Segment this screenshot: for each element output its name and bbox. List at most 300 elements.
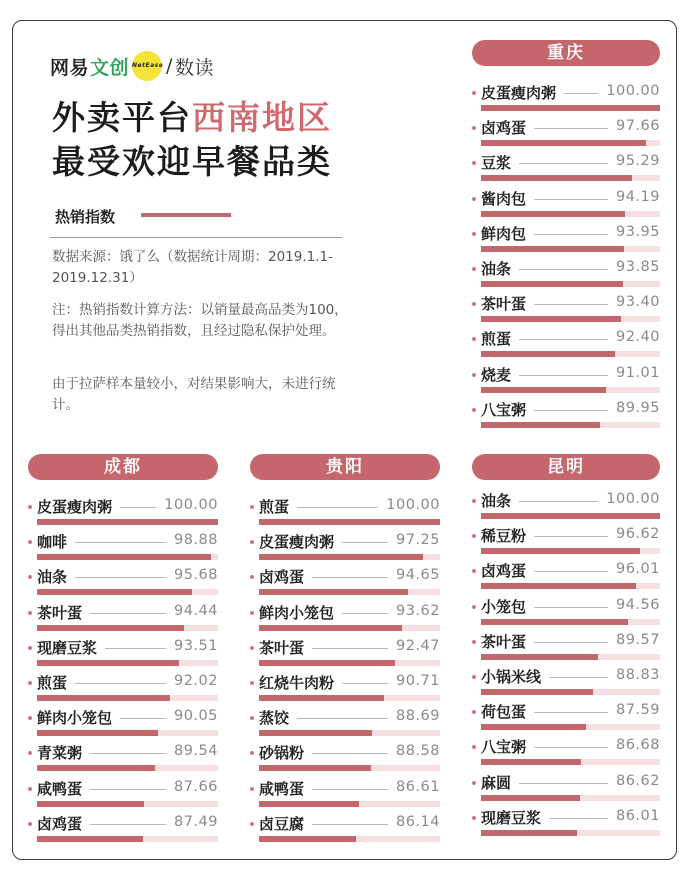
bar-row — [250, 705, 440, 740]
bullet-dot — [28, 540, 32, 544]
bar — [481, 246, 624, 252]
category-label: 咸鸭蛋 — [259, 779, 305, 798]
bar — [481, 724, 586, 730]
bar-track — [37, 695, 218, 701]
bar-row — [28, 529, 218, 564]
value-label: 93.85 — [615, 259, 660, 275]
brand-sub: 数读 — [174, 56, 214, 79]
value-label: 94.56 — [615, 596, 660, 613]
value-label: 90.71 — [395, 673, 440, 689]
category-label: 稀豆粉 — [481, 527, 527, 546]
category-label: 麻圆 — [481, 773, 512, 792]
bar-track — [259, 554, 440, 560]
bar-row — [250, 811, 440, 846]
bullet-dot — [28, 751, 32, 755]
value-label: 88.58 — [395, 743, 440, 760]
bullet-dot — [472, 337, 476, 341]
bullet-dot — [472, 534, 476, 538]
leader-line — [519, 163, 608, 164]
value-label: 92.40 — [615, 329, 660, 346]
bar — [481, 105, 660, 111]
bar — [481, 759, 581, 765]
index-legend-bar — [141, 213, 231, 217]
bar — [481, 795, 580, 801]
bullet-dot — [472, 91, 476, 95]
bar-track — [481, 654, 660, 660]
value-label: 95.29 — [615, 153, 660, 170]
bar — [37, 801, 144, 807]
bar — [37, 836, 143, 842]
bullet-dot — [250, 681, 254, 685]
leader-line — [342, 542, 388, 543]
bullet-dot — [28, 505, 32, 509]
panel-header-chengdu: 成都 — [28, 454, 218, 480]
bar — [481, 619, 628, 625]
bar — [481, 387, 606, 393]
title-line1-accent: 西南地区 — [192, 98, 332, 137]
bar-track — [259, 801, 440, 807]
leader-line — [534, 410, 608, 411]
bar-track — [259, 519, 440, 525]
bar-row — [28, 705, 218, 740]
bar-track — [481, 422, 660, 428]
bar-track — [37, 730, 218, 736]
bar-row — [28, 635, 218, 670]
bullet-dot — [472, 302, 476, 306]
bar — [37, 695, 170, 701]
value-label: 96.01 — [615, 561, 660, 578]
bar — [259, 836, 356, 842]
bullet-dot — [28, 681, 32, 685]
leader-line — [534, 536, 608, 537]
brand-name-a: 网易 — [50, 56, 90, 79]
leader-line — [519, 501, 598, 502]
leader-line — [312, 789, 388, 790]
bar-row — [472, 664, 660, 699]
bullet-dot — [28, 611, 32, 615]
bar — [259, 660, 395, 666]
bar-row — [472, 221, 660, 256]
bullet-dot — [250, 716, 254, 720]
value-label: 86.01 — [615, 807, 660, 824]
category-label: 茶叶蛋 — [37, 603, 83, 622]
category-label: 煎蛋 — [37, 674, 68, 692]
category-label: 砂锅粉 — [259, 744, 305, 763]
leader-line — [534, 607, 608, 608]
category-label: 酱肉包 — [481, 189, 527, 208]
bullet-dot — [250, 822, 254, 826]
bar-row — [472, 291, 660, 326]
bullet-dot — [28, 822, 32, 826]
value-label: 100.00 — [606, 83, 660, 99]
value-label: 95.68 — [173, 567, 218, 584]
bar — [37, 554, 211, 560]
page-title-line2: 最受欢迎早餐品类 — [52, 142, 332, 181]
bar-track — [37, 589, 218, 595]
bar-row — [472, 734, 660, 769]
bar-track — [259, 660, 440, 666]
bar-track — [481, 175, 660, 181]
bar-row — [250, 600, 440, 635]
category-label: 现磨豆浆 — [37, 638, 98, 657]
bullet-dot — [472, 408, 476, 412]
bar-track — [481, 513, 660, 519]
brand-logo — [50, 52, 214, 80]
value-label: 86.68 — [615, 737, 660, 754]
bullet-dot — [472, 745, 476, 749]
bar-track — [259, 730, 440, 736]
bar-row — [28, 776, 218, 811]
category-label: 油条 — [481, 492, 512, 510]
bar-row — [250, 776, 440, 811]
category-label: 现磨豆浆 — [481, 808, 542, 827]
category-label: 豆浆 — [481, 154, 512, 173]
bullet-dot — [472, 569, 476, 573]
lhasa-note: 由于拉萨样本量较小，对结果影响大，未进行统计。 — [52, 376, 336, 413]
brand-name-b: 文创 — [90, 56, 130, 79]
category-label: 八宝粥 — [481, 738, 527, 757]
category-label: 咸鸭蛋 — [37, 779, 83, 798]
bar-row — [472, 558, 660, 593]
bar — [481, 140, 646, 146]
leader-line — [75, 542, 166, 543]
bar-row — [472, 699, 660, 734]
bar-track — [259, 625, 440, 631]
category-label: 蒸饺 — [259, 709, 290, 728]
leader-line — [549, 818, 608, 819]
bar — [481, 316, 621, 322]
source-note: 数据来源：饿了么（数据统计周期：2019.1.1-2019.12.31） — [52, 249, 333, 286]
bar — [481, 583, 636, 589]
bullet-dot — [472, 605, 476, 609]
value-label: 86.61 — [395, 778, 440, 795]
leader-line — [312, 577, 388, 578]
bar — [37, 589, 192, 595]
leader-line — [90, 613, 166, 614]
category-label: 茶叶蛋 — [259, 638, 305, 657]
category-label: 茶叶蛋 — [481, 295, 527, 314]
category-label: 油条 — [481, 260, 512, 278]
category-label: 油条 — [37, 568, 68, 587]
page-title-line1 — [52, 98, 332, 138]
bullet-dot — [250, 787, 254, 791]
category-label: 皮蛋瘦肉粥 — [37, 498, 113, 516]
category-label: 卤鸡蛋 — [481, 119, 527, 138]
bar-track — [37, 554, 218, 560]
category-label: 鲜肉包 — [481, 224, 527, 243]
leader-line — [564, 93, 598, 94]
value-label: 93.51 — [173, 637, 218, 654]
category-label: 鲜肉小笼包 — [37, 709, 113, 728]
value-label: 87.59 — [615, 702, 660, 719]
bar-row — [472, 488, 660, 523]
bar-row — [28, 811, 218, 846]
bar-track — [37, 519, 218, 525]
bar-row — [472, 594, 660, 629]
value-label: 98.88 — [173, 532, 218, 549]
leader-line — [534, 304, 608, 305]
bullet-dot — [472, 232, 476, 236]
bar-track — [259, 836, 440, 842]
bar — [37, 730, 158, 736]
bar-row — [250, 494, 440, 529]
bar — [481, 422, 600, 428]
bar — [259, 589, 408, 595]
value-label: 86.14 — [395, 813, 440, 830]
bar-track — [481, 105, 660, 111]
value-label: 93.40 — [615, 294, 660, 311]
bar-row — [472, 80, 660, 115]
title-line1-pre: 外卖平台 — [52, 98, 192, 137]
leader-line — [90, 824, 166, 825]
bullet-dot — [250, 611, 254, 615]
bar-row — [472, 326, 660, 361]
value-label: 90.05 — [173, 708, 218, 725]
leader-line — [519, 375, 608, 376]
value-label: 89.57 — [615, 631, 660, 648]
value-label: 92.02 — [173, 673, 218, 689]
panel-header-kunming: 昆明 — [472, 454, 660, 480]
category-label: 荷包蛋 — [481, 703, 527, 722]
value-label: 100.00 — [606, 491, 660, 507]
category-label: 卤豆腐 — [259, 814, 305, 833]
bar-track — [37, 801, 218, 807]
value-label: 100.00 — [386, 497, 440, 513]
category-label: 咖啡 — [37, 533, 68, 552]
value-label: 89.54 — [173, 743, 218, 760]
bar — [481, 689, 593, 695]
bar-track — [481, 619, 660, 625]
bar-track — [481, 830, 660, 836]
bar — [259, 519, 440, 525]
value-label: 97.66 — [615, 118, 660, 135]
bar — [259, 730, 372, 736]
value-label: 94.44 — [173, 602, 218, 619]
bar-row — [250, 670, 440, 705]
bar-row — [28, 600, 218, 635]
bar — [37, 660, 179, 666]
category-label: 卤鸡蛋 — [259, 568, 305, 587]
bullet-dot — [472, 781, 476, 785]
bullet-dot — [250, 751, 254, 755]
bar-track — [259, 589, 440, 595]
value-label: 91.01 — [615, 364, 660, 381]
bullet-dot — [472, 197, 476, 201]
category-label: 八宝粥 — [481, 400, 527, 419]
bullet-dot — [472, 640, 476, 644]
leader-line — [534, 747, 608, 748]
leader-line — [297, 718, 388, 719]
bar-row — [472, 770, 660, 805]
bullet-dot — [472, 816, 476, 820]
bar-row — [28, 670, 218, 705]
leader-line — [549, 677, 608, 678]
bullet-dot — [472, 161, 476, 165]
bar-track — [481, 351, 660, 357]
bullet-dot — [28, 646, 32, 650]
bar-track — [481, 759, 660, 765]
bar-track — [37, 836, 218, 842]
leader-line — [519, 339, 608, 340]
category-label: 小笼包 — [481, 597, 527, 616]
bullet-dot — [472, 126, 476, 130]
bar — [259, 765, 371, 771]
leader-line — [534, 712, 608, 713]
bullet-dot — [250, 646, 254, 650]
bar-track — [259, 695, 440, 701]
category-label: 煎蛋 — [259, 498, 290, 516]
bar — [481, 654, 598, 660]
bullet-dot — [472, 710, 476, 714]
bar — [259, 695, 384, 701]
leader-line — [534, 571, 608, 572]
bar-row — [28, 564, 218, 599]
leader-line — [534, 234, 608, 235]
leader-line — [519, 269, 608, 270]
method-note: 注：热销指数计算方法：以销量最高品类为100，得出其他品类热销指数，且经过隐私保护处理。 — [52, 302, 348, 339]
bar-track — [259, 765, 440, 771]
bar — [481, 281, 623, 287]
category-label: 皮蛋瘦肉粥 — [259, 533, 335, 552]
bar — [481, 513, 660, 519]
category-label: 鲜肉小笼包 — [259, 603, 335, 622]
bullet-dot — [250, 505, 254, 509]
bar-track — [481, 246, 660, 252]
category-label: 皮蛋瘦肉粥 — [481, 84, 557, 102]
bar-row — [472, 523, 660, 558]
bar-track — [481, 689, 660, 695]
panel-header-chongqing: 重庆 — [472, 40, 660, 66]
value-label: 93.95 — [615, 223, 660, 240]
value-label: 96.62 — [615, 526, 660, 543]
bar — [259, 801, 359, 807]
value-label: 97.25 — [395, 532, 440, 549]
bar-row — [472, 115, 660, 150]
category-label: 红烧牛肉粉 — [259, 674, 335, 692]
bar — [481, 211, 625, 217]
bullet-dot — [28, 575, 32, 579]
bar-track — [481, 548, 660, 554]
bar — [37, 519, 218, 525]
bar-row — [472, 186, 660, 221]
bar — [37, 625, 184, 631]
value-label: 86.62 — [615, 772, 660, 789]
leader-line — [519, 783, 608, 784]
bar-row — [28, 740, 218, 775]
value-label: 94.19 — [615, 188, 660, 205]
brand-slash: / — [166, 55, 173, 77]
bar — [481, 830, 577, 836]
value-label: 87.66 — [173, 778, 218, 795]
bar — [259, 625, 402, 631]
bar-track — [481, 795, 660, 801]
category-label: 茶叶蛋 — [481, 632, 527, 651]
bar-track — [481, 211, 660, 217]
leader-line — [312, 824, 388, 825]
leader-line — [342, 683, 388, 684]
leader-line — [120, 507, 156, 508]
leader-line — [342, 613, 388, 614]
category-label: 烧麦 — [481, 365, 512, 384]
leader-line — [105, 648, 166, 649]
bar-row — [250, 740, 440, 775]
bar-row — [472, 629, 660, 664]
bar-track — [481, 387, 660, 393]
bullet-dot — [28, 787, 32, 791]
leader-line — [75, 683, 166, 684]
value-label: 100.00 — [164, 497, 218, 513]
leader-line — [75, 577, 166, 578]
leader-line — [534, 642, 608, 643]
category-label: 卤鸡蛋 — [37, 814, 83, 833]
bullet-dot — [28, 716, 32, 720]
leader-line — [312, 648, 388, 649]
leader-line — [297, 507, 378, 508]
category-label: 卤鸡蛋 — [481, 562, 527, 581]
leader-line — [120, 718, 166, 719]
bar — [481, 175, 632, 181]
bar — [259, 554, 423, 560]
bar-row — [28, 494, 218, 529]
bar-track — [481, 316, 660, 322]
bar — [481, 548, 640, 554]
bar-row — [250, 635, 440, 670]
value-label: 87.49 — [173, 813, 218, 830]
category-label: 小锅米线 — [481, 668, 542, 686]
bar-track — [37, 625, 218, 631]
bar-row — [472, 256, 660, 291]
leader-line — [534, 199, 608, 200]
bar-track — [37, 660, 218, 666]
panel-header-guiyang: 贵阳 — [250, 454, 440, 480]
netease-badge: NetEase — [132, 51, 162, 81]
bullet-dot — [472, 267, 476, 271]
index-label: 热销指数 — [55, 208, 116, 226]
value-label: 88.69 — [395, 708, 440, 725]
leader-line — [312, 753, 388, 754]
bar — [481, 351, 615, 357]
bar-track — [37, 765, 218, 771]
bar-row — [250, 564, 440, 599]
divider — [50, 237, 342, 238]
bullet-dot — [472, 675, 476, 679]
bullet-dot — [472, 499, 476, 503]
bar-row — [472, 397, 660, 432]
bar-track — [481, 583, 660, 589]
value-label: 92.47 — [395, 637, 440, 654]
bar-row — [250, 529, 440, 564]
bullet-dot — [250, 540, 254, 544]
bar — [37, 765, 155, 771]
value-label: 93.62 — [395, 602, 440, 619]
value-label: 94.65 — [395, 567, 440, 584]
value-label: 89.95 — [615, 399, 660, 416]
leader-line — [90, 789, 166, 790]
bar-row — [472, 805, 660, 840]
bar-track — [481, 724, 660, 730]
bar-track — [481, 140, 660, 146]
bar-row — [472, 150, 660, 185]
bar-row — [472, 362, 660, 397]
bullet-dot — [250, 575, 254, 579]
leader-line — [534, 128, 608, 129]
bar-track — [481, 281, 660, 287]
value-label: 88.83 — [615, 667, 660, 683]
category-label: 青菜粥 — [37, 744, 83, 763]
leader-line — [90, 753, 166, 754]
bullet-dot — [472, 373, 476, 377]
category-label: 煎蛋 — [481, 330, 512, 349]
